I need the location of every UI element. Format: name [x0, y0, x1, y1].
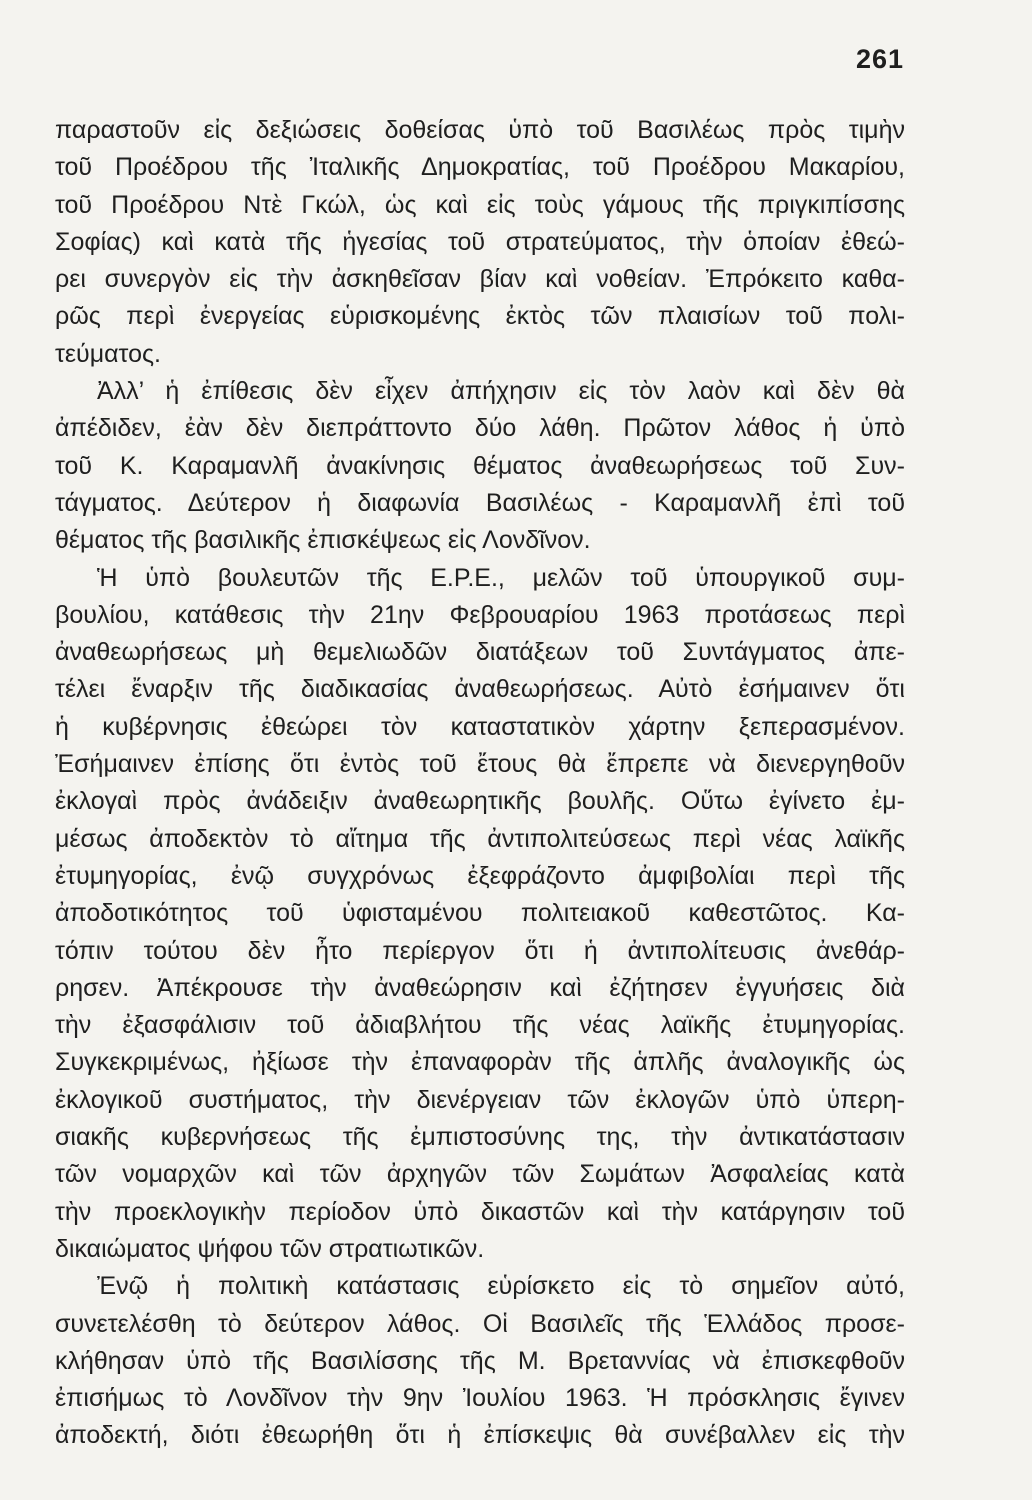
text-line: ρησεν. Ἀπέκρουσε τὴν ἀναθεώρησιν καὶ ἐζήτησεν ἐγγυήσεις διὰ: [55, 973, 905, 1002]
text-line: τέλει ἔναρξιν τῆς διαδικασίας ἀναθεωρήσεως. Αὐτὸ ἐσήμαινεν ὅτι: [55, 675, 905, 704]
text-line: Ἀλλ’ ἡ ἐπίθεσις δὲν εἶχεν ἀπήχησιν εἰς τὸν λαὸν καὶ δὲν θὰ: [97, 377, 905, 406]
text-line: ρῶς περὶ ἐνεργείας εὑρισκομένης ἐκτὸς τῶν πλαισίων τοῦ πολι-: [55, 302, 905, 331]
text-line: τάγματος. Δεύτερον ἡ διαφωνία Βασιλέως - Καραμανλῆ ἐπὶ τοῦ: [55, 488, 905, 517]
text-line: ἀναθεωρήσεως μὴ θεμελιωδῶν διατάξεων τοῦ Συντάγματος ἀπε-: [55, 638, 905, 667]
text-line: τῶν νομαρχῶν καὶ τῶν ἀρχηγῶν τῶν Σωμάτων Ἀσφαλείας κατὰ: [55, 1160, 905, 1189]
text-line: Ἐσήμαινεν ἐπίσης ὅτι ἐντὸς τοῦ ἔτους θὰ ἔπρεπε νὰ διενεργηθοῦν: [55, 750, 905, 779]
text-line: ἀποδεκτή, διότι ἐθεωρήθη ὅτι ἡ ἐπίσκεψις θὰ συνέβαλλεν εἰς τὴν: [55, 1421, 905, 1450]
text-line: δικαιώματος ψήφου τῶν στρατιωτικῶν.: [55, 1234, 485, 1263]
text-line: ἐκλογαὶ πρὸς ἀνάδειξιν ἀναθεωρητικῆς βουλῆς. Οὕτω ἐγίνετο ἐμ-: [55, 787, 905, 816]
text-line: ἀποδοτικότητος τοῦ ὑφισταμένου πολιτειακοῦ καθεστῶτος. Κα-: [55, 899, 905, 928]
text-line: ρει συνεργὸν εἰς τὴν ἀσκηθεῖσαν βίαν καὶ νοθείαν. Ἐπρόκειτο καθα-: [55, 265, 905, 294]
text-line: σιακῆς κυβερνήσεως τῆς ἐμπιστοσύνης της, τὴν ἀντικατάστασιν: [55, 1123, 905, 1152]
text-line: Ἡ ὑπὸ βουλευτῶν τῆς Ε.Ρ.Ε., μελῶν τοῦ ὑπουργικοῦ συμ-: [97, 563, 905, 592]
text-line: τὴν ἐξασφάλισιν τοῦ ἀδιαβλήτου τῆς νέας λαϊκῆς ἐτυμηγορίας.: [55, 1011, 905, 1040]
text-line: παραστοῦν εἰς δεξιώσεις δοθείσας ὑπὸ τοῦ Βασιλέως πρὸς τιμὴν: [55, 116, 905, 144]
text-line: Ἐνῷ ἡ πολιτικὴ κατάστασις εὑρίσκετο εἰς τὸ σημεῖον αὐτό,: [97, 1272, 905, 1301]
text-line: μέσως ἀποδεκτὸν τὸ αἴτημα τῆς ἀντιπολιτεύσεως περὶ νέας λαϊκῆς: [55, 824, 905, 853]
text-line: συνετελέσθη τὸ δεύτερον λάθος. Οἱ Βασιλεῖς τῆς Ἑλλάδος προσε-: [55, 1309, 905, 1338]
text-line: τόπιν τούτου δὲν ἦτο περίεργον ὅτι ἡ ἀντιπολίτευσις ἀνεθάρ-: [55, 936, 905, 965]
text-line: ἀπέδιδεν, ἐὰν δὲν διεπράττοντο δύο λάθη. Πρῶτον λάθος ἡ ὑπὸ: [55, 414, 905, 443]
text-line: θέματος τῆς βασιλικῆς ἐπισκέψεως εἰς Λονδῖνον.: [55, 526, 591, 555]
text-line: ἐπισήμως τὸ Λονδῖνον τὴν 9ην Ἰουλίου 1963. Ἡ πρόσκλησις ἔγινεν: [55, 1384, 905, 1413]
text-line: τεύματος.: [55, 339, 161, 368]
text-line: Σοφίας) καὶ κατὰ τῆς ἡγεσίας τοῦ στρατεύματος, τὴν ὁποίαν ἐθεώ-: [55, 227, 905, 256]
text-line: ἡ κυβέρνησις ἐθεώρει τὸν καταστατικὸν χάρτην ξεπερασμένον.: [55, 712, 905, 741]
text-line: ἐκλογικοῦ συστήματος, τὴν διενέργειαν τῶν ἐκλογῶν ὑπὸ ὑπερη-: [55, 1085, 905, 1114]
text-line: τοῦ Κ. Καραμανλῆ ἀνακίνησις θέματος ἀναθεωρήσεως τοῦ Συν-: [55, 451, 905, 480]
text-line: κλήθησαν ὑπὸ τῆς Βασιλίσσης τῆς Μ. Βρεταννίας νὰ ἐπισκεφθοῦν: [55, 1346, 905, 1375]
text-line: Συγκεκριμένως, ἠξίωσε τὴν ἐπαναφορὰν τῆς ἁπλῆς ἀναλογικῆς ὡς: [55, 1048, 905, 1077]
text-line: τοῦ Προέδρου Ντὲ Γκώλ, ὡς καὶ εἰς τοὺς γάμους τῆς πριγκιπίσσης: [55, 190, 905, 219]
text-line: τὴν προεκλογικὴν περίοδον ὑπὸ δικαστῶν καὶ τὴν κατάργησιν τοῦ: [55, 1197, 905, 1226]
body-text: [55, 112, 905, 1455]
text-line: βουλίου, κατάθεσις τὴν 21ην Φεβρουαρίου 1963 προτάσεως περὶ: [55, 600, 905, 629]
text-line: τοῦ Προέδρου τῆς Ἰταλικῆς Δημοκρατίας, τοῦ Προέδρου Μακαρίου,: [55, 153, 905, 182]
page-number: 261: [855, 44, 904, 74]
text-line: ἐτυμηγορίας, ἐνῷ συγχρόνως ἐξεφράζοντο ἀμφιβολίαι περὶ τῆς: [55, 861, 905, 890]
